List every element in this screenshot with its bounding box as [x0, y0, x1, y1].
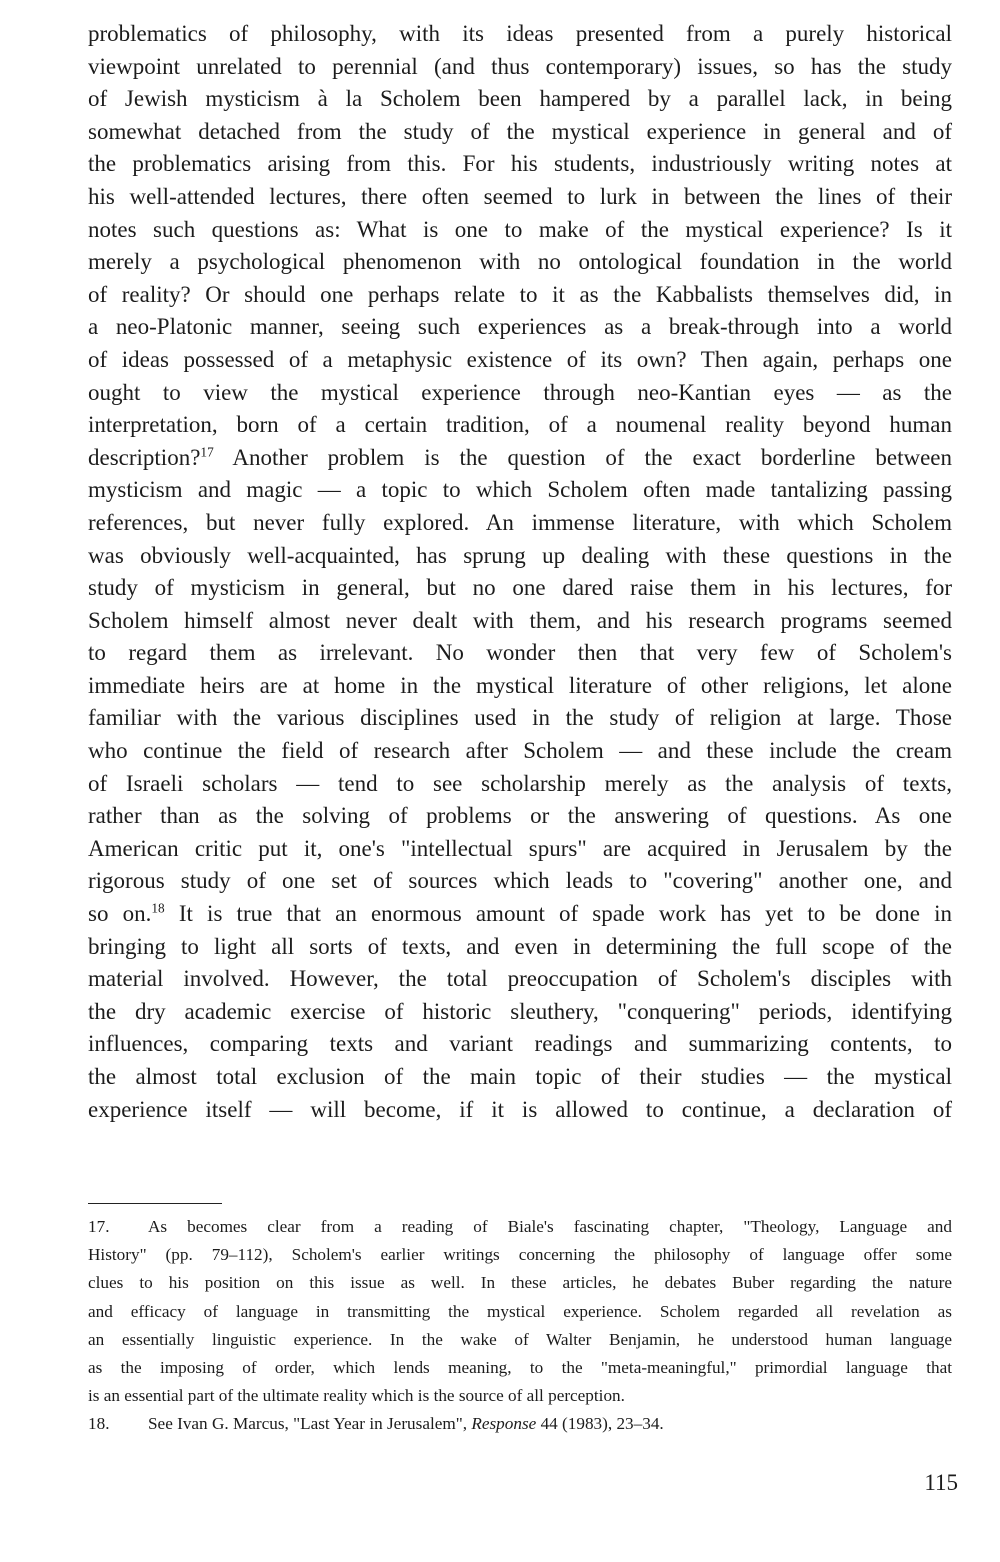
body-line-text: Another problem is the question of the exact borderline between [213, 444, 952, 470]
body-line [88, 246, 952, 279]
body-line [88, 637, 952, 670]
body-line [88, 605, 952, 638]
body-line [88, 344, 952, 377]
footnote-17-line [88, 1354, 952, 1382]
footnote-text: History" (pp. 79–112), Scholem's earlier writings concerning the philosophy of language offer some [88, 1245, 952, 1265]
body-line [88, 1061, 952, 1094]
body-line-text: to regard them as irrelevant. No wonder then that very few of Scholem's [88, 640, 952, 666]
body-line [88, 572, 952, 605]
body-line-text: problematics of philosophy, with its ideas presented from a purely historical [88, 21, 952, 46]
footnote-text: As becomes clear from a reading of Biale's fascinating chapter, "Theology, Language and [148, 1217, 952, 1236]
body-line-text: the dry academic exercise of historic sleuthery, "conquering" periods, identifying [88, 998, 952, 1024]
footnote-reference[interactable]: 17 [200, 444, 214, 460]
footnote-rule [88, 1203, 222, 1204]
footnote-number: 18. [88, 1414, 110, 1434]
body-line-text: notes such questions as: What is one to make of the mystical experience? Is it [88, 216, 952, 242]
body-line-text: somewhat detached from the study of the mystical experience in general and of [88, 118, 952, 144]
body-line [88, 865, 952, 898]
body-line [88, 279, 952, 312]
body-line-text: who continue the field of research after Scholem — and these include the cream [88, 738, 952, 764]
body-line-text: rather than as the solving of problems or the answering of questions. As one [88, 803, 952, 829]
body-line [88, 540, 952, 573]
body-line [88, 148, 952, 181]
body-line-text: so on. [88, 901, 152, 927]
body-line-text: of Israeli scholars — tend to see scholarship merely as the analysis of texts, [88, 770, 952, 796]
body-line-text: mysticism and magic — a topic to which Scholem often made tantalizing passing [88, 477, 952, 503]
body-line-text: of ideas possessed of a metaphysic existence of its own? Then again, perhaps one [88, 346, 952, 372]
footnotes [88, 1213, 952, 1439]
body-line-text: bringing to light all sorts of texts, and even in determining the full scope of the [88, 933, 952, 959]
footnote-reference[interactable]: 18 [151, 900, 165, 916]
body-line-text: his well-attended lectures, there often seemed to lurk in between the lines of their [88, 183, 952, 209]
body-text [88, 18, 952, 1126]
body-line [88, 963, 952, 996]
body-line [88, 1028, 952, 1061]
footnote-text: 44 (1983), 23–34. [536, 1414, 664, 1434]
journal-title: Response [471, 1414, 537, 1434]
body-line [88, 768, 952, 801]
body-line-text: of reality? Or should one perhaps relate to it as the Kabbalists themselves did, in [88, 281, 952, 307]
footnote-text: and efficacy of language in transmitting the mystical experience. Scholem regarded all revelation as [88, 1301, 952, 1321]
body-line-text: familiar with the various disciplines used in the study of religion at large. Those [88, 705, 952, 731]
body-line-text: description? [88, 444, 201, 470]
body-line-text: ought to view the mystical experience through neo-Kantian eyes — as the [88, 379, 952, 405]
body-line-text: material involved. However, the total preoccupation of Scholem's disciples with [88, 966, 952, 992]
body-line-text: influences, comparing texts and variant readings and summarizing contents, to [88, 1031, 952, 1057]
body-line [88, 1094, 952, 1127]
body-line [88, 442, 952, 475]
footnote-17-line [88, 1269, 952, 1297]
footnote-17 [88, 1213, 952, 1410]
body-line [88, 996, 952, 1029]
body-line-text: American critic put it, one's "intellectual spurs" are acquired in Jerusalem by the [88, 835, 952, 861]
body-line-text: merely a psychological phenomenon with no ontological foundation in the world [88, 249, 952, 275]
body-line-text: experience itself — will become, if it is allowed to continue, a declaration of [88, 1096, 952, 1122]
body-line-text: of Jewish mysticism à la Scholem been hampered by a parallel lack, in being [88, 86, 952, 112]
body-line [88, 507, 952, 540]
body-line [88, 735, 952, 768]
body-line [88, 311, 952, 344]
body-line [88, 898, 952, 931]
body-line [88, 377, 952, 410]
page-number: 115 [924, 1470, 958, 1495]
body-line [88, 83, 952, 116]
body-line [88, 670, 952, 703]
footnote-number: 17. [88, 1217, 110, 1236]
body-line [88, 833, 952, 866]
body-line-text: the almost total exclusion of the main topic of their studies — the mystical [88, 1064, 952, 1089]
body-line-text: viewpoint unrelated to perennial (and thus contemporary) issues, so has the study [88, 53, 952, 79]
body-line [88, 116, 952, 149]
body-line [88, 409, 952, 442]
body-line [88, 181, 952, 214]
body-line-text: immediate heirs are at home in the mystical literature of other religions, let alone [88, 672, 952, 698]
footnote-text: clues to his position on this issue as well. In these articles, he debates Buber regarding the nature [88, 1273, 952, 1293]
body-line-text: study of mysticism in general, but no one dared raise them in his lectures, for [88, 575, 952, 601]
body-line-text: the problematics arising from this. For his students, industriously writing notes at [88, 151, 952, 177]
body-line-text: was obviously well-acquainted, has sprung up dealing with these questions in the [88, 542, 952, 568]
body-line-text: Scholem himself almost never dealt with them, and his research programs seemed [88, 607, 952, 633]
body-line-text: references, but never fully explored. An immense literature, with which Scholem [88, 509, 952, 535]
footnote-17-line [88, 1241, 952, 1269]
body-line [88, 18, 952, 51]
body-line-text: a neo-Platonic manner, seeing such experiences as a break-through into a world [88, 314, 952, 340]
footnote-text: an essentially linguistic experience. In the wake of Walter Benjamin, he understood human language [88, 1329, 952, 1349]
footnote-text: is an essential part of the ultimate reality which is the source of all perception. [88, 1386, 625, 1406]
body-line [88, 214, 952, 247]
body-line [88, 800, 952, 833]
body-line [88, 702, 952, 735]
footnote-text: as the imposing of order, which lends meaning, to the "meta-meaningful," primordial language that [88, 1358, 952, 1378]
footnote-18-line [88, 1410, 952, 1438]
footnote-text: See Ivan G. Marcus, "Last Year in Jerusalem", [148, 1414, 472, 1434]
footnote-18 [88, 1410, 952, 1438]
body-line [88, 474, 952, 507]
footnote-17-line [88, 1382, 952, 1410]
body-line-text: rigorous study of one set of sources which leads to "covering" another one, and [88, 868, 952, 894]
body-line-text: interpretation, born of a certain tradition, of a noumenal reality beyond human [88, 412, 952, 438]
footnote-17-line [88, 1326, 952, 1354]
body-line-text: It is true that an enormous amount of spade work has yet to be done in [164, 901, 952, 927]
footnote-17-line [88, 1213, 952, 1241]
footnote-17-line [88, 1298, 952, 1326]
body-line [88, 931, 952, 964]
body-line [88, 51, 952, 84]
